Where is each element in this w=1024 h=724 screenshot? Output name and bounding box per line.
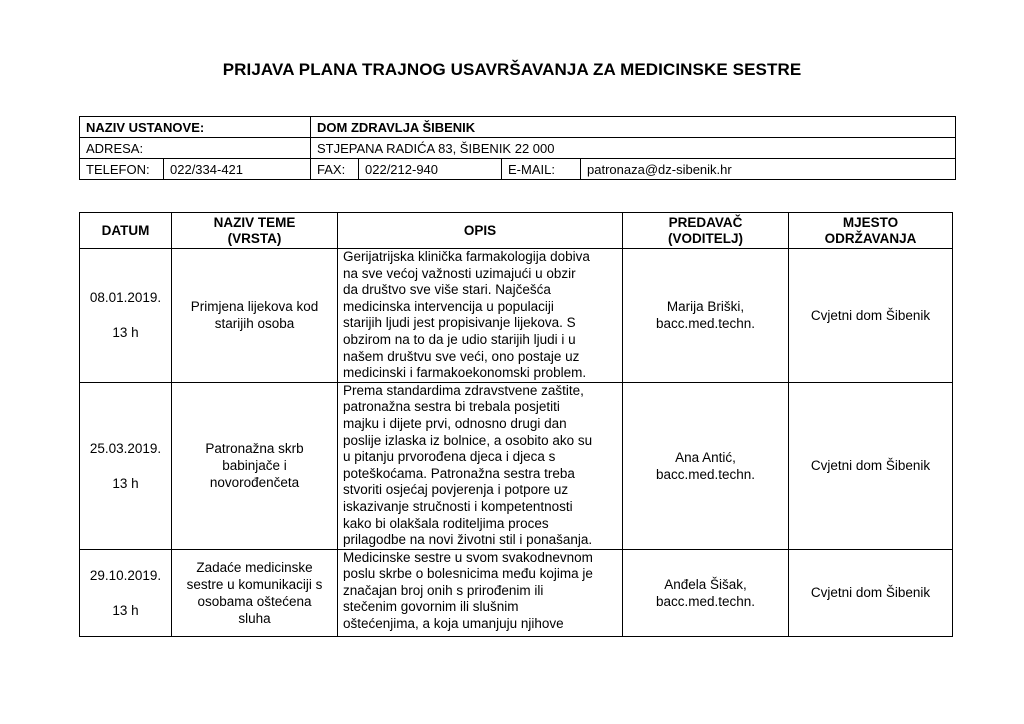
email-value: patronaza@dz-sibenik.hr: [581, 159, 956, 180]
row-time: 13 h: [112, 475, 139, 491]
header-mjesto: MJESTO ODRŽAVANJA: [789, 213, 953, 249]
header-opis: OPIS: [338, 213, 623, 249]
address-label: ADRESA:: [80, 138, 311, 159]
row-description: Medicinske sestre u svom svakodnevnom poslu skrbe o bolesnicima među kojima je značajan broj onih s prirođenim ili stečenim govornim ili slušnim oštećenjima, a koja umanjuju njihove: [338, 549, 623, 636]
table-header-row: [80, 213, 953, 249]
row-date: 08.01.2019.: [89, 290, 162, 306]
row-lecturer: Anđela Šišak, bacc.med.techn.: [623, 549, 789, 636]
row-description: Prema standardima zdravstvene zaštite, patronažna sestra bi trebala posjetiti majku i dijete prvi, odnosno drugi dan poslije izlaska iz bolnice, a osobito ako su u pitanju prvorođena djeca i djeca s poteškoćama. Patronažna sestra treba stvoriti osjećaj povjerenja i potpore uz iskazivanje stručnosti i kompetentnosti kako bi olakšala roditeljima proces prilagodbe na novi životni stil i ponašanja.: [338, 382, 623, 549]
row-topic: Primjena lijekova kod starijih osoba: [172, 249, 338, 383]
row-date-cell: [80, 549, 172, 636]
table-row: [80, 249, 953, 383]
row-location: Cvjetni dom Šibenik: [789, 549, 953, 636]
institution-info-table: [79, 116, 956, 180]
row-topic: Zadaće medicinske sestre u komunikaciji s osobama oštećena sluha: [172, 549, 338, 636]
address-value: STJEPANA RADIĆA 83, ŠIBENIK 22 000: [311, 138, 956, 159]
row-date: 25.03.2019.: [89, 440, 162, 456]
fax-label: FAX:: [311, 159, 359, 180]
row-description: Gerijatrijska klinička farmakologija dobiva na sve većoj važnosti uzimajući u obzir da društvo sve više stari. Najčešća medicinska intervencija u populaciji starijih ljudi jest propisivanje lijekova. S obzirom na to da je udio starijih ljudi i u našem društvu sve veći, ono postaje uz medicinski i farmakoekonomski problem.: [338, 249, 623, 383]
fax-value: 022/212-940: [359, 159, 502, 180]
row-date-cell: [80, 249, 172, 383]
row-location: Cvjetni dom Šibenik: [789, 249, 953, 383]
document-title: PRIJAVA PLANA TRAJNOG USAVRŠAVANJA ZA MEDICINSKE SESTRE: [222, 60, 802, 79]
row-date-cell: [80, 382, 172, 549]
row-topic: Patronažna skrb babinjače i novorođenčeta: [172, 382, 338, 549]
phone-label: TELEFON:: [80, 159, 164, 180]
row-time: 13 h: [112, 602, 139, 618]
email-label: E-MAIL:: [502, 159, 581, 180]
row-lecturer: Ana Antić, bacc.med.techn.: [623, 382, 789, 549]
row-lecturer: Marija Briški, bacc.med.techn.: [623, 249, 789, 383]
row-location: Cvjetni dom Šibenik: [789, 382, 953, 549]
table-row: [80, 549, 953, 636]
institution-name: DOM ZDRAVLJA ŠIBENIK: [311, 117, 956, 138]
training-plan-table: [79, 212, 953, 637]
table-row: [80, 382, 953, 549]
header-naziv-teme: NAZIV TEME (VRSTA): [172, 213, 338, 249]
phone-value: 022/334-421: [164, 159, 311, 180]
header-datum: DATUM: [80, 213, 172, 249]
institution-name-label: NAZIV USTANOVE:: [80, 117, 311, 138]
row-date: 29.10.2019.: [89, 567, 162, 583]
header-predavac: PREDAVAČ (VODITELJ): [623, 213, 789, 249]
row-time: 13 h: [112, 325, 139, 341]
